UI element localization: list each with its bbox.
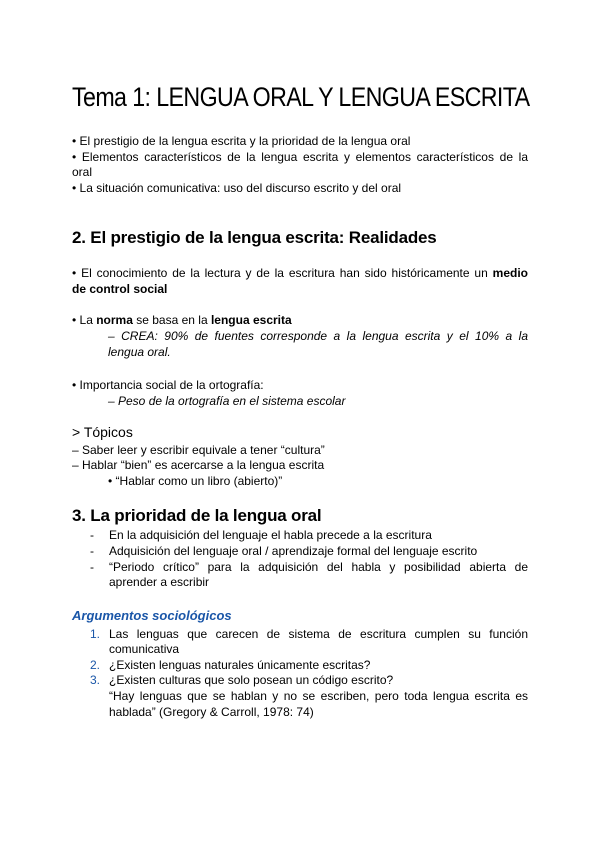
s3-dash-3: - [90,560,94,574]
topico-2: – Hablar “bien” es acercarse a la lengua escrita [72,458,325,472]
s2-p2-bold-norma: norma [96,313,133,327]
intro-bullet-2-line-2: oral [72,165,93,179]
arg-3: ¿Existen culturas que solo posean un código escrito? [109,673,394,687]
topico-1: – Saber leer y escribir equivale a tener “cultura” [72,443,325,457]
arg-2: ¿Existen lenguas naturales únicamente escritas? [109,658,371,672]
s2-paragraph-1-line-2 [72,282,167,297]
arg-3-quote-line-1: “Hay lenguas que se hablan y no se escriben, pero toda lengua escrita es [109,689,528,703]
section-3-heading: 3. La prioridad de la lengua oral [72,506,322,525]
s3-dash-1: - [90,528,94,542]
s3-item-3-line-2: aprender a escribir [109,575,210,589]
section-2-heading: 2. El prestigio de la lengua escrita: Realidades [72,228,437,247]
s3-item-3-line-1: “Periodo crítico” para la adquisición del habla y posibilidad abierta de [109,560,528,574]
s2-p2-sub-line-1: – CREA: 90% de fuentes corresponde a la lengua escrita y el 10% a la [108,329,528,343]
arg-number-2: 2. [90,658,101,672]
arguments-heading: Argumentos sociológicos [72,608,232,623]
s2-p2-bold-lengua: lengua escrita [210,313,292,327]
s2-p2-text-a: • La [72,313,97,327]
topicos-label: > Tópicos [72,424,133,440]
page-title: Tema 1: LENGUA ORAL Y LENGUA ESCRITA [72,82,530,112]
s2-paragraph-1-line-1 [72,266,528,281]
s2-p2-sub-line-2: lengua oral. [108,345,171,359]
intro-bullet-3: • La situación comunicativa: uso del discurso escrito y del oral [72,181,402,195]
s3-item-1: En la adquisición del lenguaje el habla precede a la escritura [109,528,432,542]
s2-p3-sub: – Peso de la ortografía en el sistema escolar [108,394,346,408]
arg-1-line-1: Las lenguas que carecen de sistema de escritura cumplen su función [109,627,528,641]
s2-p1-text: • El conocimiento de la lectura y de la escritura han sido históricamente un [72,266,493,280]
intro-bullet-1: • El prestigio de la lengua escrita y la prioridad de la lengua oral [72,134,411,148]
arg-1-line-2: comunicativa [109,642,180,656]
s3-item-2: Adquisición del lenguaje oral / aprendizaje formal del lenguaje escrito [109,544,478,558]
intro-bullet-2-line-1: • Elementos característicos de la lengua escrita y elementos característicos de la [72,150,528,164]
arg-number-1: 1. [90,627,101,641]
arg-3-quote-line-2: hablada” (Gregory & Carroll, 1978: 74) [109,705,314,719]
s2-paragraph-2 [72,313,292,328]
s3-dash-2: - [90,544,94,558]
s2-p1-bold: medio [492,266,528,280]
s2-p2-text-c: se basa en la [132,313,211,327]
s2-p1-bold-2: de control social [72,282,168,296]
s2-paragraph-3: • Importancia social de la ortografía: [72,378,264,392]
topico-2-sub: • “Hablar como un libro (abierto)” [108,474,283,488]
arg-number-3: 3. [90,673,101,687]
